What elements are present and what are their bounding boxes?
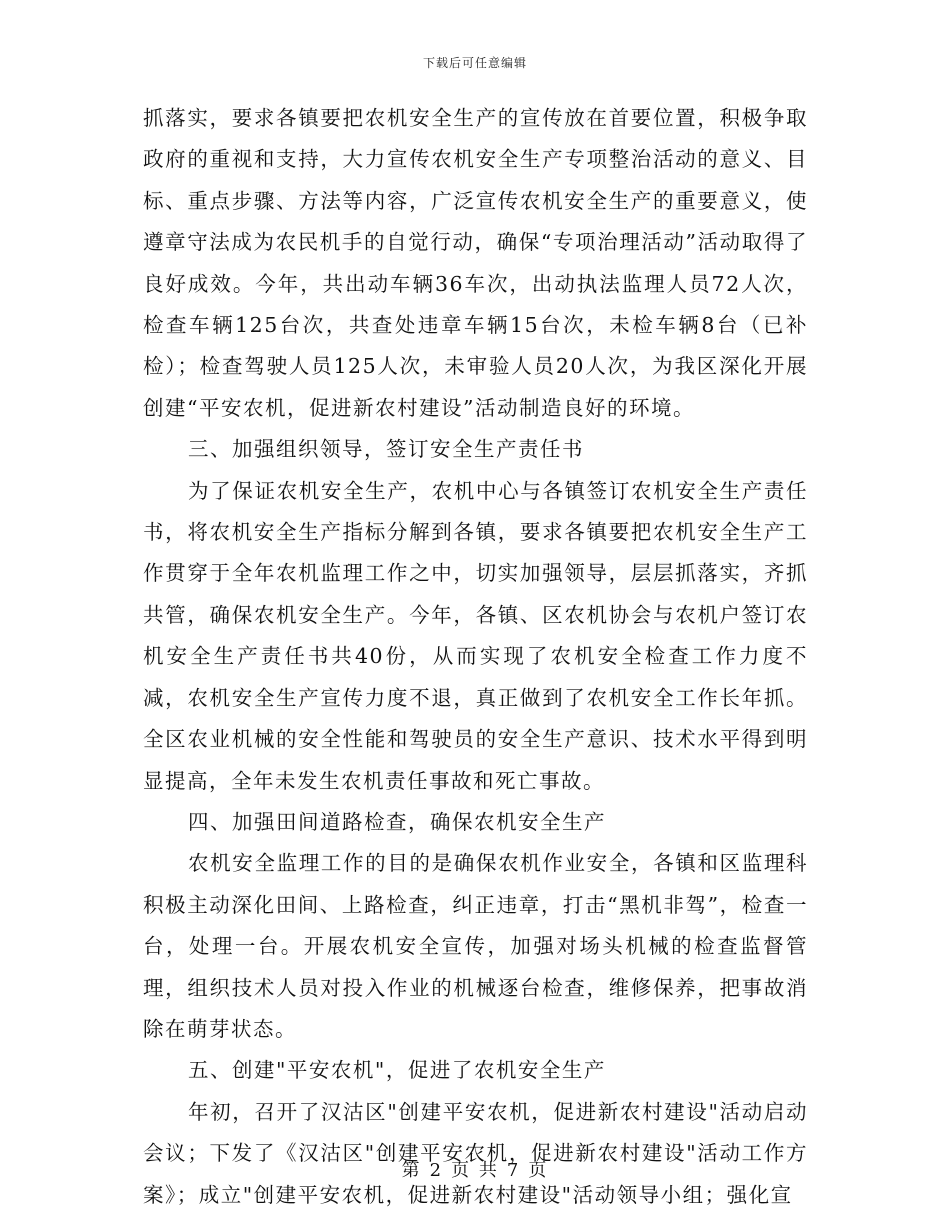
footer-prefix: 第 [401,1160,422,1181]
header-note: 下载后可任意编辑 [422,56,527,70]
footer-middle: 页 共 [451,1160,499,1181]
paragraph-section-3: 为了保证农机安全生产，农机中心与各镇签订农机安全生产责任书，将农机安全生产指标分解到各镇，要求各镇要把农机安全生产工作贯穿于全年农机监理工作之中，切实加强领导，层层抓落实，齐抓共管，确保农机安全生产。今年，各镇、区农机协会与农机户签订农机安全生产责任书共40份，从而实现了农机安全检查工作力度不减，农机安全生产宣传力度不退，真正做到了农机安全工作长年抓。全区农业机械的安全性能和驾驶员的安全生产意识、技术水平得到明显提高，全年未发生农机责任事故和死亡事故。 [143,478,808,793]
paragraph-section-5: 年初，召开了汉沽区"创建平安农机，促进新农村建设"活动启动会议；下发了《汉沽区"创建平安农机，促进新农村建设"活动工作方案》；成立"创建平安农机，促进新农村建设"活动领导小组；强化宣 [143,1099,808,1207]
section-heading-5: 五、创建"平安农机"，促进了农机安全生产 [188,1058,606,1083]
section-heading-4: 四、加强田间道路检查，确保农机安全生产 [188,809,606,834]
document-body [143,98,808,1216]
current-page-number: 2 [429,1160,444,1181]
footer-suffix: 页 [528,1160,549,1181]
section-heading-3: 三、加强组织领导，签订安全生产责任书 [188,437,584,462]
paragraph-section-4: 农机安全监理工作的目的是确保农机作业安全，各镇和区监理科积极主动深化田间、上路检查，纠正违章，打击“黑机非驾”，检查一台，处理一台。开展农机安全宣传，加强对场头机械的检查监督管理，组织技术人员对投入作业的机械逐台检查，维修保养，把事故消除在萌芽状态。 [143,851,808,1041]
page-number-footer [0,1156,950,1182]
total-page-count: 7 [506,1160,521,1181]
paragraph-continuation: 抓落实，要求各镇要把农机安全生产的宣传放在首要位置，积极争取政府的重视和支持，大力宣传农机安全生产专项整治活动的意义、目标、重点步骤、方法等内容，广泛宣传农机安全生产的重要意义，使遵章守法成为农民机手的自觉行动，确保“专项治理活动”活动取得了良好成效。今年，共出动车辆36车次，出动执法监理人员72人次，检查车辆125台次，共查处违章车辆15台次，未检车辆8台（已补检）；检查驾驶人员125人次，未审验人员20人次，为我区深化开展创建“平安农机，促进新农村建设”活动制造良好的环境。 [143,106,808,420]
